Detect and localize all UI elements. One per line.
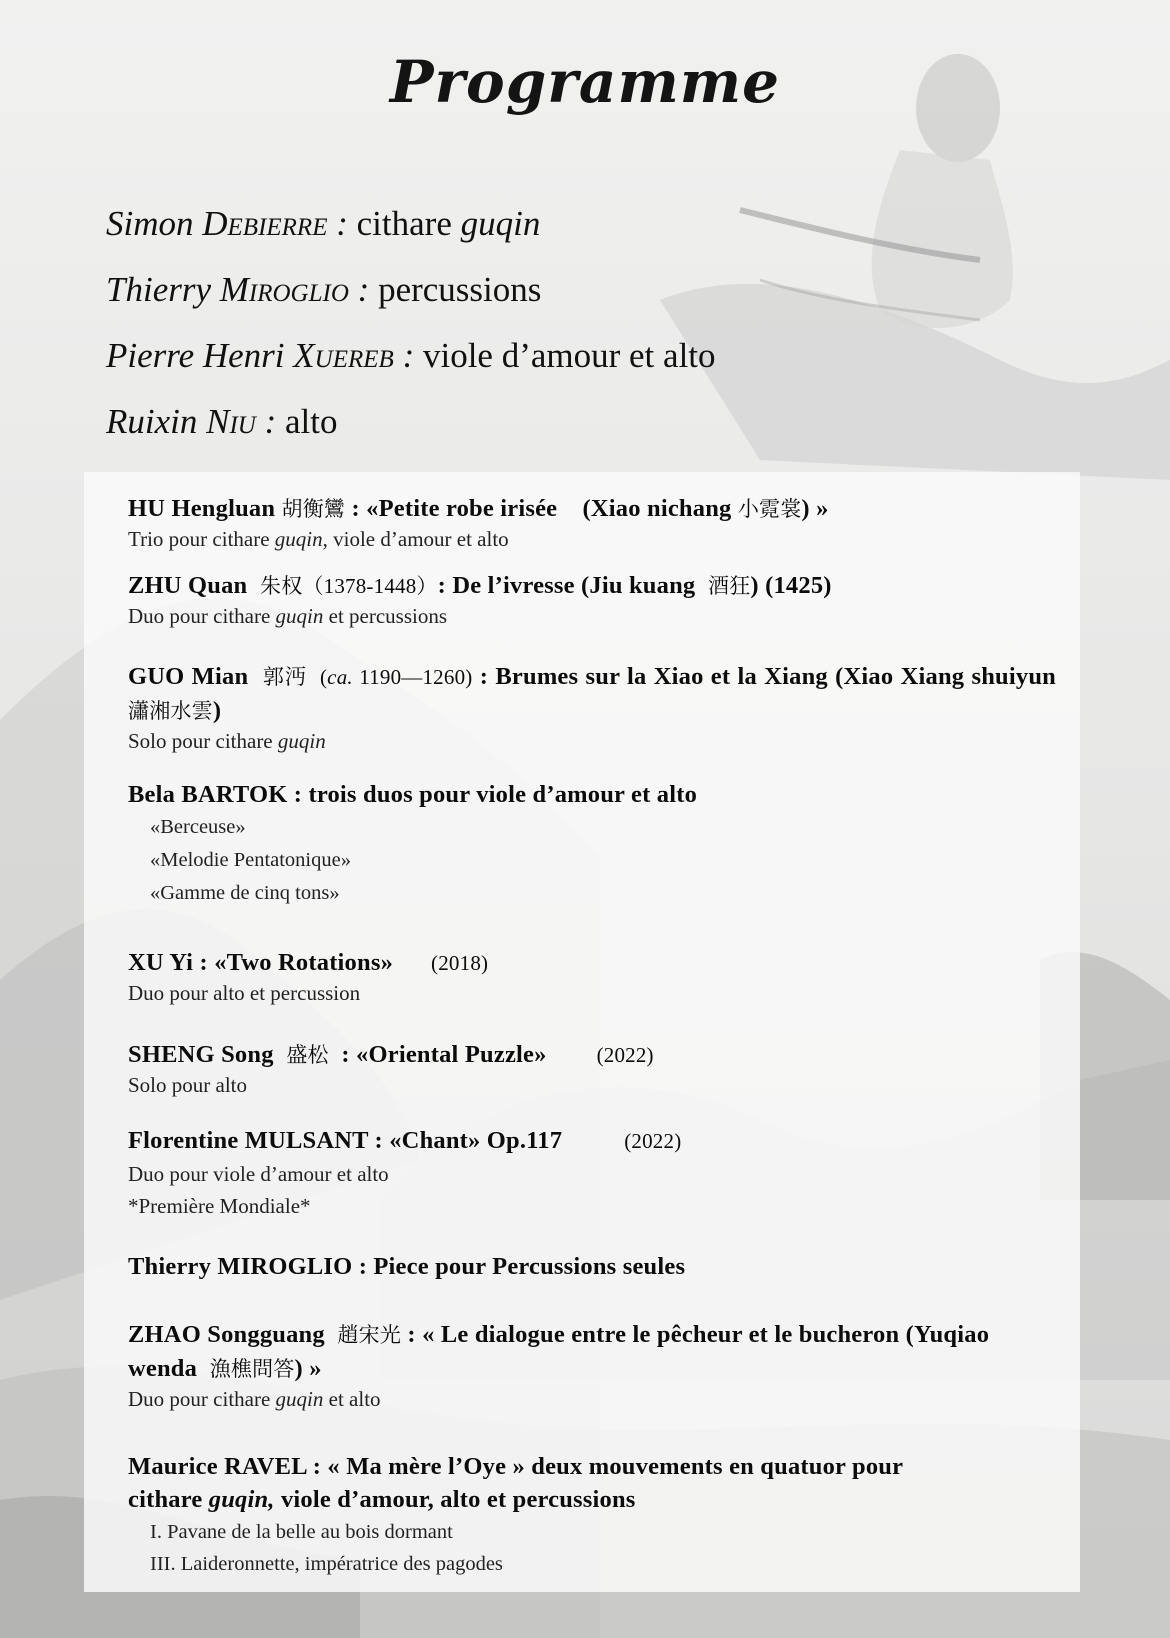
instrumentation-italic: guqin (274, 527, 323, 551)
programme-item (128, 492, 1056, 553)
piece-chinese-title: 小霓裳 (737, 497, 802, 521)
performer-item (106, 202, 716, 268)
piece-year: (2022) (624, 1129, 682, 1153)
piece-heading (128, 1318, 1028, 1386)
programme-item (128, 1038, 1056, 1099)
composer-dates: （1378-1448） (302, 574, 438, 598)
instrumentation-text: Trio pour cithare (128, 527, 275, 551)
piece-year: (2022) (596, 1043, 654, 1067)
instrumentation-text: et alto (323, 1387, 381, 1411)
piece-instrumentation: Duo pour viole d’amour et alto (128, 1162, 389, 1186)
performer-role: viole d’amour et alto (422, 336, 716, 375)
performers-list (106, 202, 716, 466)
instrumentation-text: , viole d’amour et alto (322, 527, 509, 551)
performer-separator: : (327, 204, 357, 243)
piece-title: Maurice RAVEL : « Ma mère l’Oye » deux mouvements en quatuor pour cithare (128, 1453, 903, 1513)
piece-instrumentation (128, 526, 1056, 553)
piece-instrumentation: Duo pour alto et percussion (128, 981, 361, 1005)
instrumentation-italic: guqin (277, 729, 326, 753)
instrumentation-text: Duo pour cithare (128, 1387, 276, 1411)
instrumentation-italic: guqin (275, 604, 324, 628)
piece-heading: Thierry MIROGLIO : Piece pour Percussions seules (128, 1253, 686, 1280)
programme-title: Programme (389, 48, 781, 116)
performer-role: alto (285, 402, 338, 441)
piece-title: : De l’ivresse (Jiu kuang (437, 572, 709, 599)
piece-heading (128, 660, 1056, 728)
piece-heading (128, 1038, 1056, 1072)
piece-title-italic: guqin, (208, 1486, 275, 1513)
composer-chinese-name: 朱权 (260, 574, 303, 598)
performer-item (106, 334, 716, 400)
composer-dates-circa: ca. (327, 665, 353, 689)
piece-title: Florentine MULSANT : «Chant» Op.117 (128, 1127, 563, 1154)
programme-item (128, 1318, 1056, 1413)
piece-title-end: ) (1425) (750, 572, 832, 599)
programme-item (128, 660, 1056, 755)
movement-item: «Gamme de cinq tons» (150, 882, 340, 904)
performer-separator: : (393, 336, 423, 375)
instrumentation-text: Solo pour cithare (128, 729, 278, 753)
piece-instrumentation (128, 603, 1056, 630)
composer-dates: ( (307, 665, 328, 689)
piece-heading (128, 1124, 1056, 1158)
composer-chinese-name: 胡衡鸞 (281, 497, 346, 521)
piece-year: (2018) (431, 951, 489, 975)
piece-instrumentation (128, 1386, 1056, 1413)
piece-title-end: ) (212, 697, 222, 724)
performer-last-name: Niu (206, 402, 256, 441)
premiere-note: *Première Mondiale* (128, 1194, 311, 1218)
composer-name: HU Hengluan (128, 495, 276, 522)
composer-chinese-name: 盛松 (286, 1043, 329, 1067)
composer-name: SHENG Song (128, 1041, 287, 1068)
performer-last-name: Debierre (202, 204, 328, 243)
piece-title: : Brumes sur la Xiao et la Xiang (Xiao Xiang shuiyun (472, 663, 1056, 690)
movement-item: «Melodie Pentatonique» (150, 849, 351, 871)
piece-title: : «Oriental Puzzle» (328, 1041, 547, 1068)
instrumentation-text: Duo pour cithare (128, 604, 276, 628)
composer-name: ZHU Quan (128, 572, 261, 599)
composer-name: ZHAO Songguang (128, 1321, 338, 1348)
programme-item (128, 1450, 1056, 1580)
composer-dates: 1190—1260) (352, 665, 473, 689)
performer-first-name: Ruixin (106, 402, 198, 441)
instrumentation-italic: guqin (275, 1387, 324, 1411)
piece-title: : « Le dialogue entre le pêcheur et le bucheron (Yuqiao wenda (128, 1321, 990, 1382)
piece-heading (128, 1450, 968, 1516)
instrumentation-text: et percussions (323, 604, 448, 628)
movement-item: I. Pavane de la belle au bois dormant (150, 1521, 453, 1543)
piece-instrumentation: Solo pour alto (128, 1073, 247, 1097)
performer-item (106, 400, 716, 466)
piece-title-end: ) » (294, 1355, 322, 1382)
piece-instrumentation (128, 728, 1056, 755)
composer-name: GUO Mian (128, 663, 263, 690)
performer-separator: : (348, 270, 379, 309)
performer-separator: : (255, 402, 286, 441)
performer-first-name: Thierry (106, 270, 211, 309)
piece-chinese-title: 酒狂 (708, 574, 751, 598)
programme-item (128, 778, 1056, 910)
programme-panel (84, 472, 1080, 1592)
performer-last-name: Xuereb (293, 336, 394, 375)
performer-first-name: Pierre Henri (106, 336, 285, 375)
piece-chinese-title: 漁樵問答 (209, 1357, 295, 1381)
piece-title: : «Petite robe irisée (Xiao nichang (345, 495, 738, 522)
performer-role: percussions (378, 270, 542, 309)
piece-title-end: ) » (801, 495, 829, 522)
movement-item: «Berceuse» (150, 816, 246, 838)
piece-heading (128, 946, 1056, 980)
performer-last-name: Miroglio (219, 270, 349, 309)
performer-item (106, 268, 716, 334)
programme-item (128, 946, 1056, 1007)
movement-item: III. Laideronnette, impératrice des pagodes (150, 1553, 503, 1575)
piece-heading (128, 492, 1056, 526)
composer-chinese-name: 郭沔 (262, 665, 308, 689)
composer-chinese-name: 趙宋光 (337, 1323, 402, 1347)
programme-item (128, 1124, 1056, 1222)
performer-role-italic: guqin (460, 204, 541, 243)
programme-item (128, 569, 1056, 630)
piece-chinese-title: 瀟湘水雲 (128, 699, 213, 723)
performer-first-name: Simon (106, 204, 194, 243)
programme-item (128, 1250, 1056, 1283)
piece-title: XU Yi : «Two Rotations» (128, 949, 394, 976)
piece-heading: Bela BARTOK : trois duos pour viole d’amour et alto (128, 781, 698, 808)
performer-role: cithare (356, 204, 461, 243)
piece-heading (128, 569, 1056, 603)
piece-title: viole d’amour, alto et percussions (274, 1486, 636, 1513)
